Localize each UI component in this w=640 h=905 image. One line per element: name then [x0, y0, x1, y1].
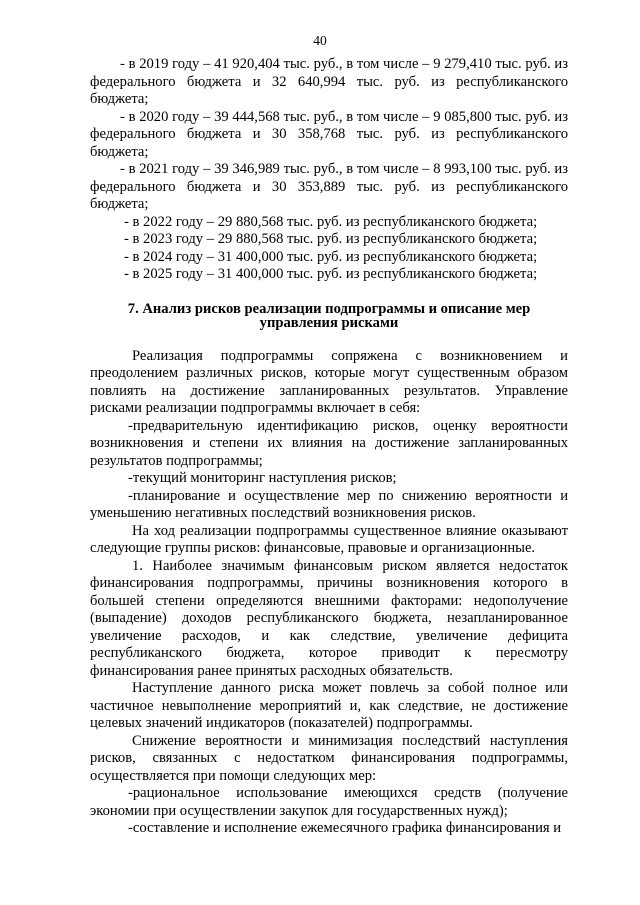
funding-item-2021: - в 2021 году – 39 346,989 тыс. руб., в том числе – 8 993,100 тыс. руб. из федерального бюджета и 30 353,889 тыс. руб. из республиканского бюджета;: [90, 161, 568, 212]
paragraph-financial-risk: 1. Наиболее значимым финансовым риском является недостаток финансирования подпрограммы, причины возникновения которого в большей степени определяются внешними факторами: недополучение (выпадение) доходов республиканского бюджета, незапланированное увеличение расходов, и как следствие, увеличение дефицита республиканского бюджета, которое приводит к пересмотру финансирования ранее принятых расходных обязательств.: [90, 557, 568, 679]
document-body: [90, 56, 568, 838]
bullet-identification: -предварительную идентификацию рисков, оценку вероятности возникновения и степени их влияния на достижение запланированных результатов подпрограммы;: [90, 417, 568, 469]
page-number: 40: [313, 33, 327, 48]
bullet-rational-use: -рациональное использование имеющихся средств (получение экономии при осуществлении закупок для государственных нужд);: [90, 785, 568, 819]
funding-item-2020: - в 2020 году – 39 444,568 тыс. руб., в том числе – 9 085,800 тыс. руб. из федерального бюджета и 30 358,768 тыс. руб. из республиканского бюджета;: [90, 108, 568, 160]
funding-item-2022: - в 2022 году – 29 880,568 тыс. руб. из республиканского бюджета;: [124, 213, 538, 230]
funding-item-2025: - в 2025 году – 31 400,000 тыс. руб. из республиканского бюджета;: [124, 266, 538, 282]
paragraph-risk-intro: Реализация подпрограммы сопряжена с возникновением и преодолением различных рисков, которые могут существенным образом повлиять на достижение запланированных результатов. Управление рисками реализации подпрограммы включает в себя:: [90, 347, 568, 416]
funding-item-2023: - в 2023 году – 29 880,568 тыс. руб. из республиканского бюджета;: [124, 231, 538, 247]
paragraph-consequences: Наступление данного риска может повлечь за собой полное или частичное невыполнение мероприятий и, как следствие, не достижение целевых значений индикаторов (показателей) подпрограммы.: [90, 680, 568, 731]
funding-item-2019: - в 2019 году – 41 920,404 тыс. руб., в том числе – 9 279,410 тыс. руб. из федерального бюджета и 32 640,994 тыс. руб. из республиканского бюджета;: [90, 56, 568, 107]
paragraph-mitigation: Снижение вероятности и минимизация последствий наступления рисков, связанных с недостатком финансирования подпрограммы, осуществляется при помощи следующих мер:: [90, 732, 568, 784]
paragraph-risk-groups: На ход реализации подпрограммы существенное влияние оказывают следующие группы рисков: финансовые, правовые и организационные.: [90, 522, 568, 556]
bullet-monthly-schedule: -составление и исполнение ежемесячного графика финансирования и: [128, 820, 562, 836]
bullet-monitoring: -текущий мониторинг наступления рисков;: [128, 470, 397, 486]
section-heading: 7. Анализ рисков реализации подпрограммы и описание мер управления рисками: [127, 300, 531, 331]
bullet-planning: -планирование и осуществление мер по снижению вероятности и уменьшению негативных последствий возникновения рисков.: [90, 487, 568, 521]
funding-item-2024: - в 2024 году – 31 400,000 тыс. руб. из республиканского бюджета;: [124, 248, 538, 265]
